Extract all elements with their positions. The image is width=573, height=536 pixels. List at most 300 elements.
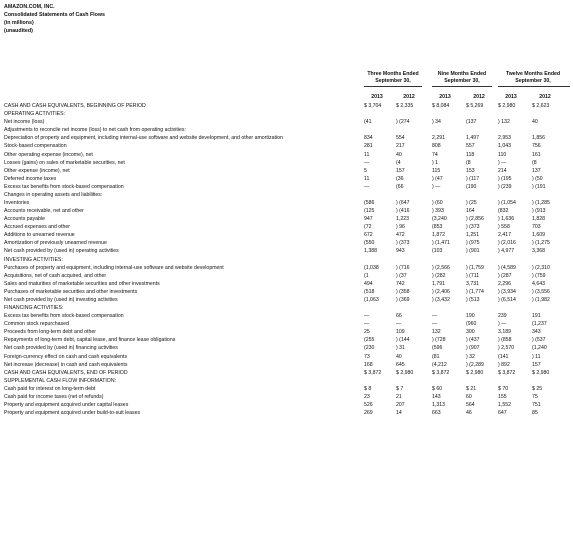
row-value — [432, 256, 466, 264]
row-value — [432, 305, 466, 313]
row-value: ) (3,432 — [432, 296, 450, 303]
table-row — [0, 394, 573, 402]
row-value: 109 — [396, 329, 405, 336]
row-value — [532, 127, 573, 135]
row-label: Excess tax benefits from stock-based compensation — [4, 313, 124, 320]
row-value: 554 — [396, 135, 405, 142]
row-value: — — [364, 313, 370, 320]
row-value: — — [364, 321, 370, 328]
column-group-nine-months — [432, 71, 492, 84]
row-value — [396, 127, 432, 135]
column-group-label: Nine Months Ended — [437, 71, 487, 77]
table-row — [0, 224, 573, 232]
row-value: 11 — [364, 175, 370, 182]
row-value: 66 — [396, 313, 402, 320]
row-value: 1,043 — [498, 143, 511, 150]
table-row — [0, 362, 573, 370]
row-value: $ 25 — [532, 385, 543, 392]
row-value: 663 — [432, 410, 441, 417]
row-value: 1,223 — [396, 216, 409, 223]
row-label: Property and equipment acquired under build-to-suit leases — [4, 410, 141, 417]
row-value: 1,251 — [466, 232, 479, 239]
row-value: ) (4,589 — [498, 264, 516, 271]
row-value: (596 — [432, 345, 443, 352]
table-row — [0, 410, 573, 418]
column-group-twelve-months — [496, 71, 570, 84]
row-value: $ 2,980 — [532, 369, 550, 376]
row-value: — — [396, 321, 402, 328]
row-label: Purchases of property and equipment, including internal-use software and website development — [4, 264, 224, 271]
row-value: ) (282 — [432, 272, 446, 279]
row-value: 3,189 — [498, 329, 511, 336]
row-value: 1,609 — [532, 232, 545, 239]
row-label: Repayments of long-term debt, capital lease, and finance lease obligations — [4, 337, 176, 344]
row-value: (230 — [364, 345, 375, 352]
row-value: 5 — [364, 167, 367, 174]
row-label: Sales and maturities of marketable securities and other investments — [4, 280, 160, 287]
year-header: 2013 — [505, 94, 517, 100]
row-value: ) (759 — [532, 272, 546, 279]
column-group-sublabel: September 30, — [375, 77, 411, 84]
table-row — [0, 103, 573, 111]
year-header: 2012 — [473, 94, 485, 100]
row-value: ) (50 — [532, 175, 543, 182]
row-value: 214 — [498, 167, 507, 174]
row-value: ) (716 — [396, 264, 410, 271]
row-value: 834 — [364, 135, 373, 142]
row-value: ) 892 — [498, 361, 510, 368]
row-value: ) (416 — [396, 208, 410, 215]
table-row — [0, 168, 573, 176]
row-value: ) (2,016 — [498, 240, 516, 247]
table-row — [0, 305, 573, 313]
row-value: ) (287 — [498, 272, 512, 279]
row-value: (1,063 — [364, 296, 379, 303]
row-value: $ 2,623 — [532, 103, 550, 110]
row-label: Cash paid for interest on long-term debt — [4, 385, 96, 392]
row-label: Net cash provided by (used in) investing activities — [4, 296, 118, 303]
row-label: Adjustments to reconcile net income (loss) to net cash from operating activities: — [4, 127, 186, 134]
row-label: Other operating expense (income), net — [4, 151, 93, 158]
row-value — [396, 378, 432, 386]
row-value: ) (437 — [466, 337, 480, 344]
table-row — [0, 313, 573, 321]
row-value: 269 — [364, 410, 373, 417]
row-value: ) 32 — [466, 353, 475, 360]
row-value: 281 — [364, 143, 373, 150]
row-value: (190 — [466, 183, 477, 190]
row-label: Proceeds from long-term debt and other — [4, 329, 96, 336]
row-label: Stock-based compensation — [4, 143, 67, 150]
table-row — [0, 127, 573, 135]
row-label: Additions to unearned revenue — [4, 232, 75, 239]
row-value — [466, 256, 498, 264]
row-value: $ 2,980 — [498, 103, 516, 110]
row-value: 157 — [532, 361, 541, 368]
statement-title: Consolidated Statements of Cash Flows — [4, 12, 105, 18]
row-value: — — [432, 313, 438, 320]
year-header: 2012 — [403, 94, 415, 100]
row-value: ) (975 — [466, 240, 480, 247]
group-underline — [364, 86, 422, 87]
row-value: 25 — [364, 329, 370, 336]
row-label: Common stock repurchased — [4, 321, 69, 328]
row-value: ) (274 — [396, 119, 410, 126]
row-value: (137 — [466, 119, 477, 126]
table-row — [0, 208, 573, 216]
row-value: (853 — [432, 224, 443, 231]
row-value: 40 — [396, 353, 402, 360]
row-value: (1,237 — [532, 321, 547, 328]
column-group-label: Three Months Ended — [367, 71, 419, 77]
row-label: Losses (gains) on sales of marketable securities, net — [4, 159, 125, 166]
row-value: 1,552 — [498, 401, 511, 408]
row-value: ) — — [498, 159, 507, 166]
row-value: 14 — [396, 410, 402, 417]
table-row — [0, 353, 573, 361]
year-header: 2013 — [439, 94, 451, 100]
row-label: Changes in operating assets and liabilities: — [4, 191, 103, 198]
table-row — [0, 200, 573, 208]
table-row — [0, 232, 573, 240]
table-row — [0, 143, 573, 151]
table-row — [0, 192, 573, 200]
row-value: (81 — [432, 353, 440, 360]
row-value: 40 — [396, 151, 402, 158]
row-label: Net cash provided by (used in) operating activities — [4, 248, 119, 255]
row-value: 191 — [532, 313, 541, 320]
row-value — [466, 305, 498, 313]
table-row — [0, 265, 573, 273]
row-value — [396, 192, 432, 200]
row-value: ) (1,275 — [532, 240, 550, 247]
table-row — [0, 184, 573, 192]
table-row — [0, 176, 573, 184]
row-value: (586 — [364, 200, 375, 207]
row-value — [466, 111, 498, 119]
row-value: ) 1 — [432, 159, 439, 166]
table-row — [0, 151, 573, 159]
row-value — [364, 111, 396, 119]
row-value — [396, 305, 432, 313]
row-value — [396, 111, 432, 119]
row-label: Depreciation of property and equipment, including internal-use software and website development, and other amortization — [4, 135, 283, 142]
row-value: 157 — [396, 167, 405, 174]
table-row — [0, 321, 573, 329]
row-value — [498, 111, 532, 119]
row-value: 207 — [396, 401, 405, 408]
table-row — [0, 119, 573, 127]
row-value: ) (60 — [432, 200, 443, 207]
row-value: 472 — [396, 232, 405, 239]
row-value: (125 — [364, 208, 375, 215]
row-value: ) (239 — [498, 183, 512, 190]
table-row — [0, 297, 573, 305]
row-value: — — [432, 321, 438, 328]
row-value: 1,388 — [364, 248, 377, 255]
row-value: $ 8,084 — [432, 103, 450, 110]
row-value: ) 2,570 — [498, 345, 515, 352]
row-value: 155 — [498, 393, 507, 400]
row-value: 40 — [532, 119, 538, 126]
row-value: 742 — [396, 280, 405, 287]
row-value: ) (647 — [396, 200, 410, 207]
row-value: 1,791 — [432, 280, 445, 287]
row-value: (1,038 — [364, 264, 379, 271]
row-value: 943 — [396, 248, 405, 255]
column-group-label: Twelve Months Ended — [505, 71, 561, 77]
row-value: 1,828 — [532, 216, 545, 223]
row-label: Acquisitions, net of cash acquired, and other — [4, 272, 107, 279]
row-value — [432, 192, 466, 200]
row-value: ) (2,289 — [466, 361, 484, 368]
table-row — [0, 160, 573, 168]
row-value: ) (358 — [396, 288, 410, 295]
row-label: Purchases of marketable securities and other investments — [4, 288, 138, 295]
row-value: ) (373 — [396, 240, 410, 247]
row-value — [532, 378, 573, 386]
row-value: 21 — [396, 393, 402, 400]
row-value: ) 132 — [498, 119, 510, 126]
row-value: $ 2,980 — [396, 369, 414, 376]
row-value: ) (513 — [466, 296, 480, 303]
row-value: ) (2,856 — [466, 216, 484, 223]
table-row — [0, 378, 573, 386]
row-value: 118 — [466, 151, 475, 158]
row-value: 1,497 — [466, 135, 479, 142]
table-row — [0, 345, 573, 353]
row-value: $ 60 — [432, 385, 443, 392]
row-value: (36 — [396, 175, 404, 182]
row-value: ) (1,054 — [498, 200, 516, 207]
row-value: 143 — [432, 393, 441, 400]
table-row — [0, 329, 573, 337]
row-value: ) (373 — [466, 224, 480, 231]
row-value: ) (6,514 — [498, 296, 516, 303]
row-value: (3,240 — [432, 216, 447, 223]
row-value: ) (901 — [466, 248, 480, 255]
row-value: 132 — [432, 329, 441, 336]
row-value: $ 5,269 — [466, 103, 484, 110]
row-value: 2,296 — [498, 280, 511, 287]
row-value: ) (3,556 — [532, 288, 550, 295]
table-row — [0, 273, 573, 281]
row-value: $ 70 — [498, 385, 509, 392]
row-value: ) (1,759 — [466, 264, 484, 271]
row-value: (1,240 — [532, 345, 547, 352]
row-value: 4,643 — [532, 280, 545, 287]
row-value: ) (2,406 — [432, 288, 450, 295]
row-value: ) 1,636 — [498, 216, 515, 223]
row-value: 110 — [498, 151, 507, 158]
row-value: 751 — [532, 401, 541, 408]
row-value: 756 — [532, 143, 541, 150]
row-value: 73 — [364, 353, 370, 360]
row-value: ) (2,310 — [532, 264, 550, 271]
column-group-three-months — [364, 71, 422, 84]
row-value: 808 — [432, 143, 441, 150]
row-value: 1,856 — [532, 135, 545, 142]
table-row — [0, 135, 573, 143]
row-value: 115 — [432, 167, 441, 174]
row-value: $ 3,872 — [432, 369, 450, 376]
row-label: Net cash provided by (used in) financing activities — [4, 345, 118, 352]
row-value — [498, 305, 532, 313]
row-value — [498, 192, 532, 200]
row-value: ) — — [432, 183, 441, 190]
row-value: ) (913 — [532, 208, 546, 215]
company-name: AMAZON.COM, INC. — [4, 4, 55, 10]
row-value: ) 4,977 — [498, 248, 515, 255]
row-value: 703 — [532, 224, 541, 231]
row-value — [498, 378, 532, 386]
row-value: ) — — [498, 321, 507, 328]
row-value — [364, 127, 396, 135]
table-row — [0, 281, 573, 289]
row-label: FINANCING ACTIVITIES: — [4, 305, 64, 312]
row-value: 60 — [466, 393, 472, 400]
row-value: ) (25 — [466, 200, 477, 207]
row-value: ) (144 — [396, 337, 410, 344]
row-value: (103 — [432, 248, 443, 255]
group-underline — [498, 86, 570, 87]
row-value: ) (728 — [432, 337, 446, 344]
audit-note: (unaudited) — [4, 28, 33, 34]
row-value: 74 — [432, 151, 438, 158]
row-value: (1 — [364, 272, 369, 279]
row-value: ) (537 — [532, 337, 546, 344]
row-value: ) (907 — [466, 345, 480, 352]
row-value — [532, 305, 573, 313]
row-value: 23 — [364, 393, 370, 400]
row-value: — — [364, 183, 370, 190]
row-label: Accounts receivable, net and other — [4, 208, 84, 215]
table-row — [0, 216, 573, 224]
row-value: 564 — [466, 401, 475, 408]
row-label: Foreign-currency effect on cash and cash equivalents — [4, 353, 128, 360]
row-value: 3,731 — [466, 280, 479, 287]
row-value: 137 — [532, 167, 541, 174]
row-value: (72 — [364, 224, 372, 231]
row-value: — — [364, 159, 370, 166]
row-value: $ 3,704 — [364, 103, 382, 110]
row-value: 343 — [532, 329, 541, 336]
row-label: Excess tax benefits from stock-based compensation — [4, 183, 124, 190]
row-value: $ 2,980 — [466, 369, 484, 376]
units-note: (in millions) — [4, 20, 34, 26]
row-value — [532, 192, 573, 200]
row-value: $ 21 — [466, 385, 477, 392]
row-value — [466, 127, 498, 135]
row-value — [466, 378, 498, 386]
table-row — [0, 240, 573, 248]
row-value: $ 2,335 — [396, 103, 414, 110]
row-label: Cash paid for income taxes (net of refunds) — [4, 393, 104, 400]
row-label: CASH AND CASH EQUIVALENTS, BEGINNING OF PERIOD — [4, 103, 146, 110]
row-label: Property and equipment acquired under capital leases — [4, 401, 129, 408]
row-value — [364, 256, 396, 264]
row-value: ) (858 — [498, 337, 512, 344]
row-label: OPERATING ACTIVITIES: — [4, 111, 66, 118]
table-row — [0, 256, 573, 264]
row-value: 217 — [396, 143, 405, 150]
row-value: 11 — [364, 151, 370, 158]
row-value — [432, 127, 466, 135]
table-row — [0, 370, 573, 378]
row-value: $ 3,872 — [498, 369, 516, 376]
year-header: 2012 — [539, 94, 551, 100]
row-value — [364, 378, 396, 386]
row-value: ) (191 — [532, 183, 546, 190]
row-value: ) 31 — [396, 345, 405, 352]
row-value: (4,212 — [432, 361, 447, 368]
row-value: ) 96 — [396, 224, 405, 231]
row-label: Deferred income taxes — [4, 175, 57, 182]
row-value: (4 — [396, 159, 401, 166]
column-group-sublabel: September 30, — [515, 77, 551, 84]
row-value: (66 — [396, 183, 404, 190]
row-value: ) (195 — [498, 175, 512, 182]
row-value: 1,872 — [432, 232, 445, 239]
row-value — [396, 256, 432, 264]
row-label: SUPPLEMENTAL CASH FLOW INFORMATION: — [4, 377, 117, 384]
row-label: Accounts payable — [4, 216, 45, 223]
row-value: (8 — [466, 159, 471, 166]
row-value: 300 — [466, 329, 475, 336]
row-value: 2,291 — [432, 135, 445, 142]
row-value: 647 — [498, 410, 507, 417]
row-value: (550 — [364, 240, 375, 247]
row-value: 190 — [466, 313, 475, 320]
row-value: $ 7 — [396, 385, 404, 392]
row-label: Inventories — [4, 200, 30, 207]
row-label: INVESTING ACTIVITIES: — [4, 256, 63, 263]
row-value — [432, 111, 466, 119]
column-group-sublabel: September 30, — [444, 77, 480, 84]
row-value: ) (47 — [432, 175, 443, 182]
row-label: Accrued expenses and other — [4, 224, 71, 231]
row-value: (832 — [498, 208, 509, 215]
row-value: ) 393 — [432, 208, 444, 215]
row-value — [364, 192, 396, 200]
table-row — [0, 386, 573, 394]
row-value: (518 — [364, 288, 375, 295]
row-value: ) (1,285 — [532, 200, 550, 207]
row-value: ) (117 — [466, 175, 480, 182]
row-value: $ 8 — [364, 385, 372, 392]
row-value: 168 — [364, 361, 373, 368]
row-value — [498, 256, 532, 264]
row-label: Net increase (decrease) in cash and cash equivalents — [4, 361, 128, 368]
row-value: 153 — [466, 167, 475, 174]
row-value — [364, 305, 396, 313]
table-row — [0, 402, 573, 410]
row-value: 3,368 — [532, 248, 545, 255]
row-value: 526 — [364, 401, 373, 408]
group-underline — [432, 86, 492, 87]
row-value: 164 — [466, 208, 475, 215]
cash-flow-table — [0, 103, 573, 418]
row-value — [466, 192, 498, 200]
row-label: Amortization of previously unearned revenue — [4, 240, 107, 247]
row-value: 75 — [532, 393, 538, 400]
row-value: 2,417 — [498, 232, 511, 239]
row-value: ) (711 — [466, 272, 480, 279]
row-value: (8 — [532, 159, 537, 166]
row-label: CASH AND CASH EQUIVALENTS, END OF PERIOD — [4, 369, 128, 376]
row-value: 85 — [532, 410, 538, 417]
row-value: ) (1,471 — [432, 240, 450, 247]
